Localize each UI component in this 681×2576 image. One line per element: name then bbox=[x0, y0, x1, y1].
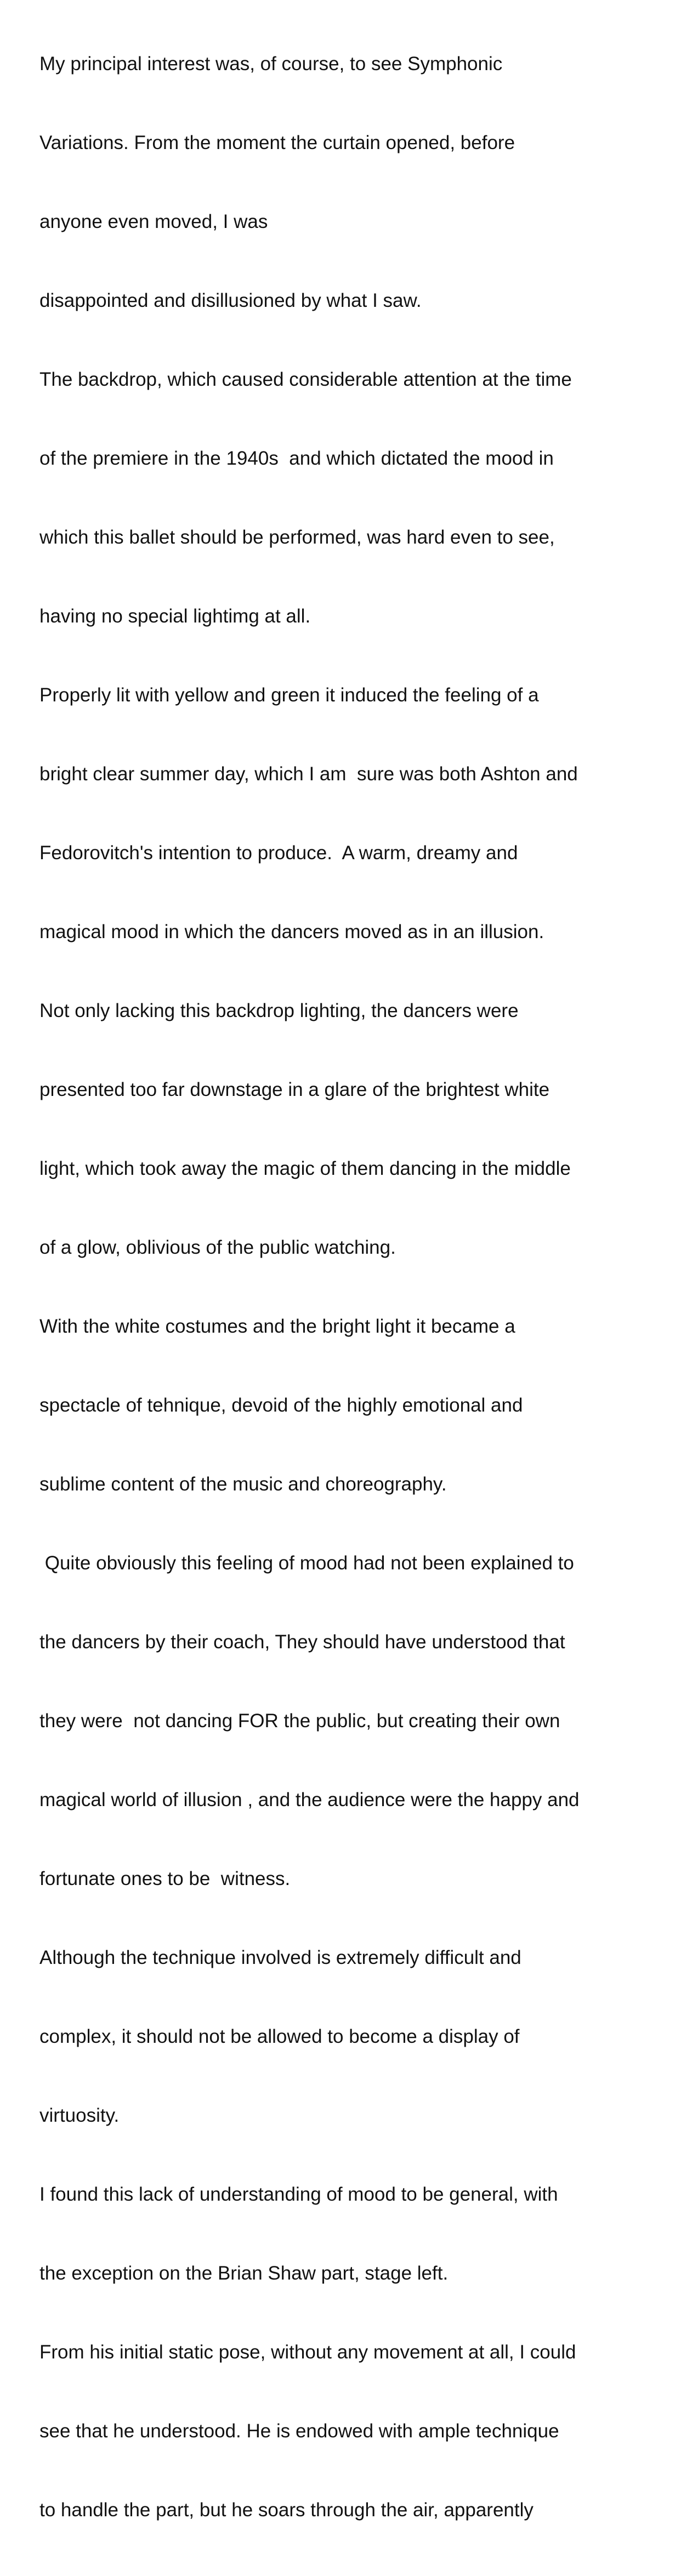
text-line: Although the technique involved is extremely difficult and bbox=[39, 1947, 521, 1968]
text-line: Quite obviously this feeling of mood had not been explained to bbox=[39, 1552, 574, 1574]
text-line: With the white costumes and the bright light it became a bbox=[39, 1316, 515, 1337]
text-line: The backdrop, which caused considerable attention at the time bbox=[39, 369, 572, 390]
text-line: the exception on the Brian Shaw part, stage left. bbox=[39, 2263, 449, 2284]
text-line: disappointed and disillusioned by what I saw. bbox=[39, 290, 422, 311]
text-line: Fedorovitch's intention to produce. A warm, dreamy and bbox=[39, 842, 518, 864]
text-line: fortunate ones to be witness. bbox=[39, 1868, 291, 1889]
text-line: Not only lacking this backdrop lighting, the dancers were bbox=[39, 1000, 519, 1021]
text-line: magical mood in which the dancers moved as in an illusion. bbox=[39, 921, 544, 943]
text-line: they were not dancing FOR the public, but creating their own bbox=[39, 1710, 560, 1732]
text-line: the dancers by their coach, They should have understood that bbox=[39, 1631, 565, 1653]
text-line: having no special lightimg at all. bbox=[39, 606, 311, 627]
text-line: virtuosity. bbox=[39, 2105, 120, 2126]
text-line: anyone even moved, I was bbox=[39, 211, 268, 232]
text-line: presented too far downstage in a glare of the brightest white bbox=[39, 1079, 550, 1100]
text-line: From his initial static pose, without any movement at all, I could bbox=[39, 2341, 576, 2363]
text-line: magical world of illusion , and the audience were the happy and bbox=[39, 1789, 580, 1810]
text-line: I found this lack of understanding of mood to be general, with bbox=[39, 2184, 558, 2205]
text-line: of the premiere in the 1940s and which dictated the mood in bbox=[39, 448, 554, 469]
text-line: spectacle of tehnique, devoid of the highly emotional and bbox=[39, 1395, 523, 1416]
text-line: bright clear summer day, which I am sure was both Ashton and bbox=[39, 763, 578, 785]
document-body bbox=[39, 0, 670, 2576]
text-line: My principal interest was, of course, to see Symphonic bbox=[39, 53, 503, 75]
text-line: which this ballet should be performed, was hard even to see, bbox=[39, 527, 555, 548]
text-line: Variations. From the moment the curtain opened, before bbox=[39, 132, 515, 153]
text-line: to handle the part, but he soars through the air, apparently bbox=[39, 2499, 534, 2521]
text-line: light, which took away the magic of them dancing in the middle bbox=[39, 1158, 571, 1179]
text-line: of a glow, oblivious of the public watching. bbox=[39, 1237, 396, 1258]
text-line: Properly lit with yellow and green it induced the feeling of a bbox=[39, 684, 539, 706]
text-line: sublime content of the music and choreography. bbox=[39, 1473, 447, 1495]
text-line: complex, it should not be allowed to become a display of bbox=[39, 2026, 520, 2047]
text-line: see that he understood. He is endowed with ample technique bbox=[39, 2420, 559, 2442]
